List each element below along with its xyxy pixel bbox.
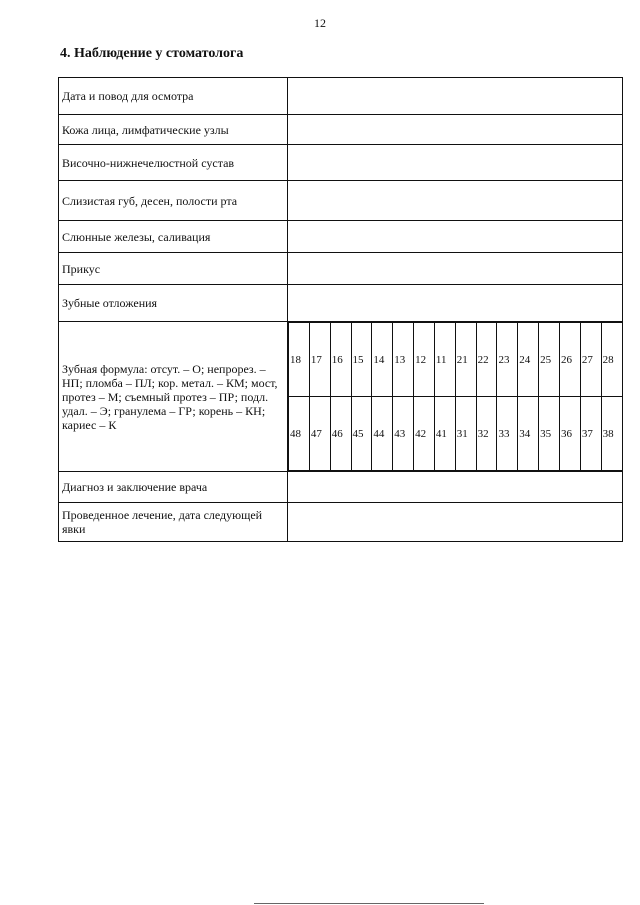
upper-tooth-18[interactable]: 18: [289, 323, 310, 397]
upper-tooth-13[interactable]: 13: [393, 323, 414, 397]
lower-teeth-row: [289, 397, 623, 471]
lower-tooth-36[interactable]: 36: [559, 397, 580, 471]
row-label-treatment: Проведенное лечение, дата следующей явки: [59, 503, 288, 542]
upper-teeth-row: [289, 323, 623, 397]
value-field-deposits[interactable]: [288, 285, 623, 322]
table-row: [59, 115, 623, 145]
table-row: [59, 322, 623, 472]
lower-tooth-47[interactable]: 47: [309, 397, 330, 471]
lower-tooth-34[interactable]: 34: [518, 397, 539, 471]
value-field-mucosa[interactable]: [288, 181, 623, 221]
upper-tooth-23[interactable]: 23: [497, 323, 518, 397]
dental-formula-cell: [288, 322, 623, 472]
value-field-salivary[interactable]: [288, 221, 623, 253]
lower-tooth-44[interactable]: 44: [372, 397, 393, 471]
upper-tooth-27[interactable]: 27: [580, 323, 601, 397]
row-label-salivary: Слюнные железы, саливация: [59, 221, 288, 253]
row-label-bite: Прикус: [59, 253, 288, 285]
value-field-bite[interactable]: [288, 253, 623, 285]
upper-tooth-17[interactable]: 17: [309, 323, 330, 397]
lower-tooth-41[interactable]: 41: [434, 397, 455, 471]
row-label-diagnosis: Диагноз и заключение врача: [59, 472, 288, 503]
row-label-mucosa: Слизистая губ, десен, полости рта: [59, 181, 288, 221]
table-row: [59, 253, 623, 285]
lower-tooth-33[interactable]: 33: [497, 397, 518, 471]
upper-tooth-15[interactable]: 15: [351, 323, 372, 397]
upper-tooth-25[interactable]: 25: [539, 323, 560, 397]
upper-tooth-22[interactable]: 22: [476, 323, 497, 397]
lower-tooth-32[interactable]: 32: [476, 397, 497, 471]
row-label-dental-formula: Зубная формула: отсут. – О; непрорез. – НП; пломба – ПЛ; кор. метал. – КМ; мост, протез – М; съемный протез – ПР; подл. удал. – Э; гранулема – ГР; корень – КН; кариес – К: [59, 322, 288, 472]
table-row: [59, 503, 623, 542]
upper-tooth-26[interactable]: 26: [559, 323, 580, 397]
dentist-observation-table: [58, 77, 623, 542]
upper-tooth-28[interactable]: 28: [601, 323, 622, 397]
scan-edge-line: [254, 903, 484, 904]
value-field-tmj[interactable]: [288, 145, 623, 181]
section-title: 4. Наблюдение у стоматолога: [60, 46, 244, 61]
row-label-exam-date: Дата и повод для осмотра: [59, 78, 288, 115]
dental-formula-grid: [288, 322, 622, 471]
lower-tooth-38[interactable]: 38: [601, 397, 622, 471]
table-row: [59, 78, 623, 115]
table-row: [59, 221, 623, 253]
lower-tooth-42[interactable]: 42: [414, 397, 435, 471]
table-row: [59, 145, 623, 181]
lower-tooth-43[interactable]: 43: [393, 397, 414, 471]
value-field-treatment[interactable]: [288, 503, 623, 542]
upper-tooth-14[interactable]: 14: [372, 323, 393, 397]
lower-tooth-46[interactable]: 46: [330, 397, 351, 471]
upper-tooth-12[interactable]: 12: [414, 323, 435, 397]
lower-tooth-37[interactable]: 37: [580, 397, 601, 471]
upper-tooth-16[interactable]: 16: [330, 323, 351, 397]
row-label-tmj: Височно-нижнечелюстной сустав: [59, 145, 288, 181]
value-field-exam-date[interactable]: [288, 78, 623, 115]
value-field-diagnosis[interactable]: [288, 472, 623, 503]
upper-tooth-21[interactable]: 21: [455, 323, 476, 397]
lower-tooth-35[interactable]: 35: [539, 397, 560, 471]
lower-tooth-48[interactable]: 48: [289, 397, 310, 471]
table-row: [59, 472, 623, 503]
lower-tooth-45[interactable]: 45: [351, 397, 372, 471]
upper-tooth-11[interactable]: 11: [434, 323, 455, 397]
upper-tooth-24[interactable]: 24: [518, 323, 539, 397]
lower-tooth-31[interactable]: 31: [455, 397, 476, 471]
page-number: 12: [314, 16, 326, 30]
table-row: [59, 181, 623, 221]
row-label-face-skin: Кожа лица, лимфатические узлы: [59, 115, 288, 145]
table-row: [59, 285, 623, 322]
row-label-deposits: Зубные отложения: [59, 285, 288, 322]
value-field-face-skin[interactable]: [288, 115, 623, 145]
